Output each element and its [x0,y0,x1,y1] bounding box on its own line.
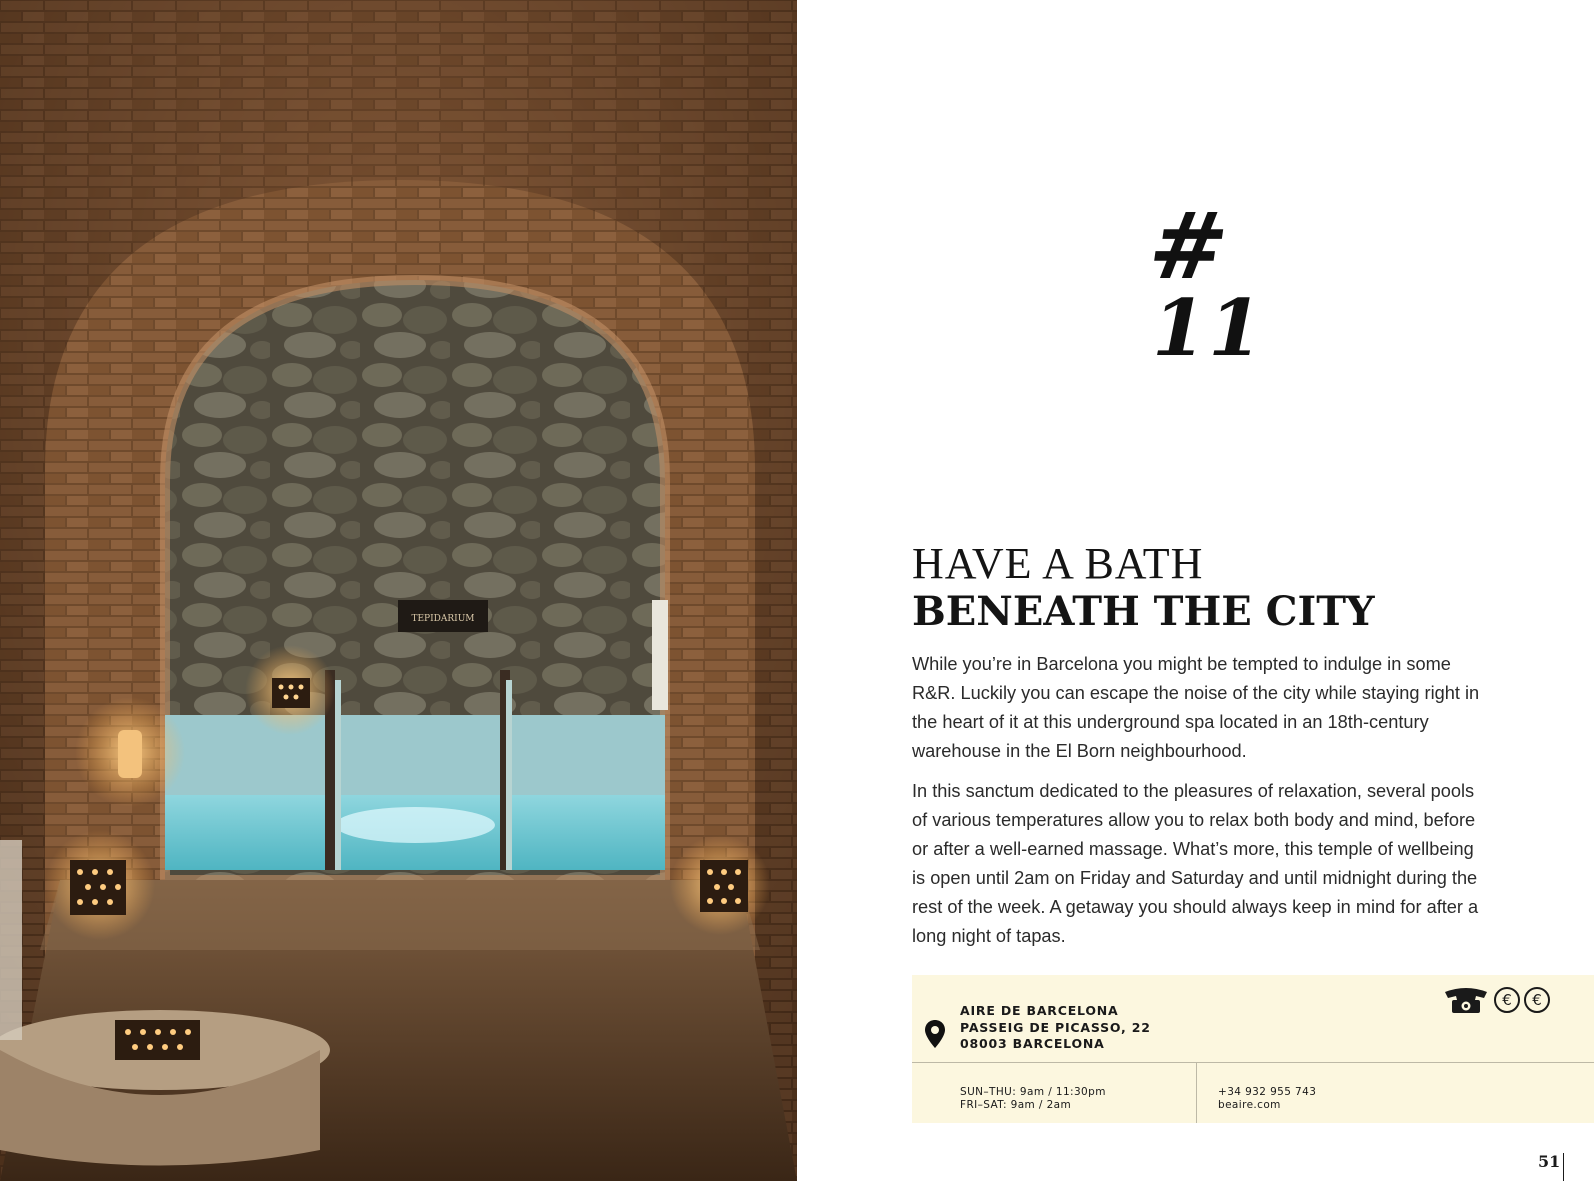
article-body [912,650,1482,962]
chapter-digits: 11 [1152,282,1265,374]
euro-icon: € [1494,987,1520,1013]
chapter-number [1142,192,1265,374]
title-line-2: BENEATH THE CITY [912,588,1375,635]
phone-number: +34 932 955 743 [1218,1086,1317,1098]
website-link[interactable]: beaire.com [1218,1098,1281,1111]
body-paragraph-2: In this sanctum dedicated to the pleasures of relaxation, several pools of various temperatures allow you to relax both body and mind, before or after a well-earned massage. What’s more, this temple of wellbeing is open until 2am on Friday and Saturday and until midnight during the rest of the week. A getaway you should always keep in mind for after a long night of tapas. [912,781,1479,946]
info-divider-horizontal [912,1062,1594,1063]
venue-city: 08003 BARCELONA [960,1036,1105,1051]
article-title [912,540,1512,636]
price-indicators [1442,985,1550,1015]
hash-mark: # [1142,192,1235,300]
info-divider-vertical [1196,1063,1197,1123]
page-number-rule [1563,1153,1564,1181]
title-line-1: HAVE A BATH [912,539,1204,588]
location-pin-icon [924,1019,946,1049]
contact-details [1218,1086,1316,1111]
hours-weekend: FRI–SAT: 9am / 2am [960,1098,1072,1111]
hours-weekday: SUN–THU: 9am / 11:30pm [960,1086,1106,1098]
venue-address [960,1003,1151,1053]
euro-icon: € [1524,987,1550,1013]
telephone-icon [1442,986,1490,1014]
body-paragraph-1: While you’re in Barcelona you might be tempted to indulge in some R&R. Luckily you can escape the noise of the city while staying right in the heart of it at this underground spa located in an 18th-century warehouse in the El Born neighbourhood. [912,654,1480,761]
opening-hours [960,1086,1106,1111]
page-number: 51 [1538,1152,1561,1171]
venue-name: AIRE DE BARCELONA [960,1003,1119,1018]
tepidarium-sign: TEPIDARIUM [411,614,475,624]
venue-street: PASSEIG DE PICASSO, 22 [960,1019,1151,1035]
venue-info-box [912,975,1594,1123]
